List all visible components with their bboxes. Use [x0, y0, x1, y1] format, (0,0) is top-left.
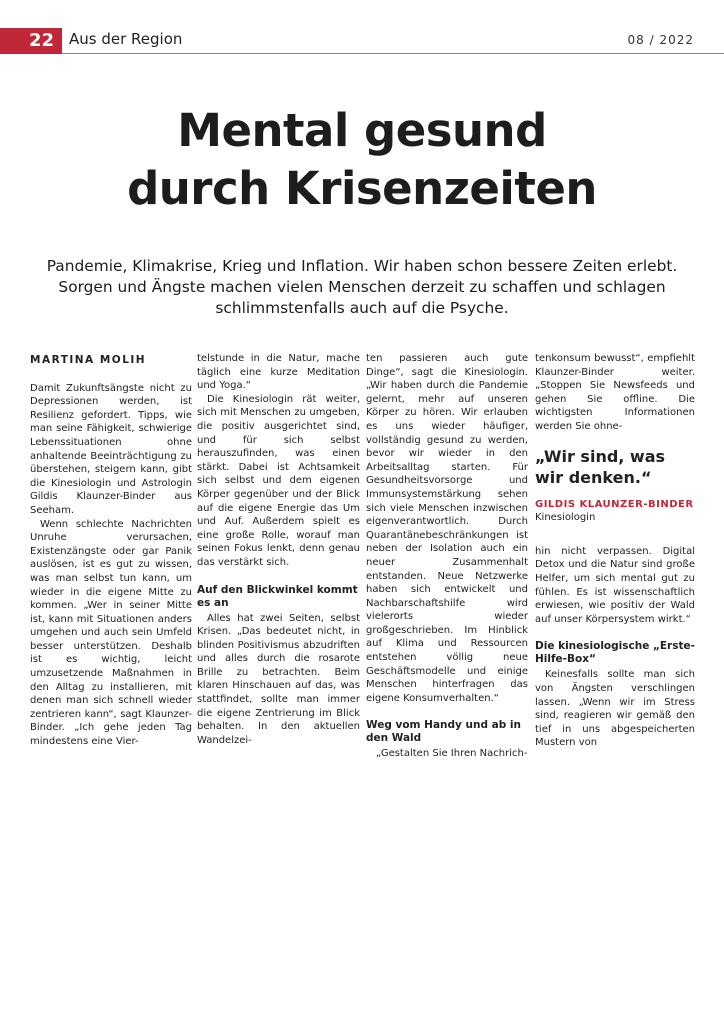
body-paragraph: tenkonsum bewusst“, empfiehlt Klaunzer-Binder weiter. „Stoppen Sie Newsfeeds und gehen Sie offline. Die wichtigsten Informationen werden Sie ohne- [535, 353, 695, 432]
subheading: Die kinesiologische „Erste-Hilfe-Box“ [535, 640, 695, 666]
body-paragraph: „Gestalten Sie Ihren Nachrich- [376, 748, 528, 760]
header-divider [62, 53, 724, 54]
body-paragraph: Damit Zukunftsängste nicht zu Depressionen werden, ist Resilienz gefordert. Tipps, wie man seine Fähigkeit, schwierige Lebenssituationen ohne anhaltende Beeinträchtigung zu überstehen, steigern kann, gibt die Kinesiologin und Astrologin Gildis Klaunzer-Binder aus Seeham. [30, 382, 192, 516]
subheading: Auf den Blickwinkel kommt es an [197, 583, 358, 609]
article-column-4 [535, 352, 695, 750]
article-column-3 [366, 352, 528, 761]
page-header [0, 28, 724, 54]
pull-quote: „Wir sind, was wir denken.“ [535, 446, 666, 487]
article-lead: Pandemie, Klimakrise, Krieg und Inflation. Wir haben schon bessere Zeiten erlebt. Sorgen und Ängste machen vielen Menschen derzeit zu schaffen und schlagen schlimmstenfalls auch auf die Psyche. [46, 257, 678, 317]
issue-date: 08 / 2022 [627, 33, 694, 47]
quote-author-role: Kinesiologin [535, 512, 596, 524]
page-number: 22 [0, 28, 62, 54]
headline-line-2: durch Krisenzeiten [127, 162, 597, 215]
body-paragraph: Alles hat zwei Seiten, selbst Krisen. „Das bedeutet nicht, in blinden Positivismus abzudriften und alles durch die rosarote Brille zu betrachten. Beim klaren Hinschauen auf das, was stattfindet, sollte man immer die eigene Zentrierung im Blick behalten. In den aktuellen Wandelzei- [197, 612, 360, 746]
body-paragraph: hin nicht verpassen. Digital Detox und die Natur sind große Helfer, um sich mental gut zu fühlen. Es ist wissenschaftlich erwiesen, wie positiv der Wald auf unser Körpersystem wirkt.“ [535, 545, 695, 625]
quote-author: GILDIS KLAUNZER-BINDER [535, 498, 694, 510]
headline-line-1: Mental gesund [177, 104, 547, 157]
article-headline [0, 102, 724, 218]
author-byline: MARTINA MOLIH [30, 354, 147, 366]
body-paragraph: telstunde in die Natur, mache täglich eine kurze Meditation und Yoga.“ [197, 353, 360, 392]
body-paragraph: Keinesfalls sollte man sich von Ängsten verschlingen lassen. „Wenn wir im Stress sind, reagieren wir gemäß den tief in uns abgespeicherten Mustern von [535, 669, 695, 749]
body-paragraph: Die Kinesiologin rät weiter, sich mit Menschen zu umgeben, die positiv ausgerichtet sind, und für sich selbst herauszufinden, was einen stärkt. Dabei ist Achtsamkeit sich selbst und dem eigenen Körper gegenüber und der Blick auf die eigene Energie das Um und Auf. Außerdem spielt es eine große Rolle, worauf man seinen Fokus lenkt, denn genau das verstärkt sich. [197, 393, 360, 568]
article-column-2 [197, 352, 360, 747]
subheading: Weg vom Handy und ab in den Wald [366, 719, 521, 745]
article-column-1 [30, 352, 192, 749]
body-paragraph: ten passieren auch gute Dinge“, sagt die Kinesiologin. „Wir haben durch die Pandemie gelernt, mehr auf unseren Körper zu hören. Wir erlauben es uns wieder häufiger, vollständig gesund zu werden, bevor wir wieder in den Arbeitsalltag starten. Für Gesundheitsvorsorge und Immunsystemstärkung sehen sich viele Menschen inzwischen eigenverantwortlich. Durch Quarantänebeschränkungen ist neben der Isolation auch ein neuer Zusammenhalt entstanden. Neue Netzwerke haben sich entwickelt und Nachbarschaftshilfe wird vielerorts wieder großgeschrieben. Im Hinblick auf Klima und Ressourcen entstehen völlig neue Geschäftsmodelle und einige Menschen hinterfragen das eigene Konsumverhalten.“ [366, 353, 528, 704]
section-title: Aus der Region [69, 30, 183, 48]
body-paragraph: Wenn schlechte Nachrichten Unruhe verursachen, Existenzängste oder gar Panik auslösen, ist es gut zu wissen, was man selbst tun kann, um wieder in die eigene Mitte zu kommen. „Wer in seiner Mitte ist, kann mit Situationen anders umgehen und auch sein Umfeld besser unterstützen. Deshalb ist es wichtig, leicht umzusetzende Maßnahmen in den Alltag zu installieren, mit denen man sich schnell wieder zentrieren kann“, sagt Klaunzer-Binder. „Ich gehe jeden Tag mindestens eine Vier- [30, 518, 192, 748]
